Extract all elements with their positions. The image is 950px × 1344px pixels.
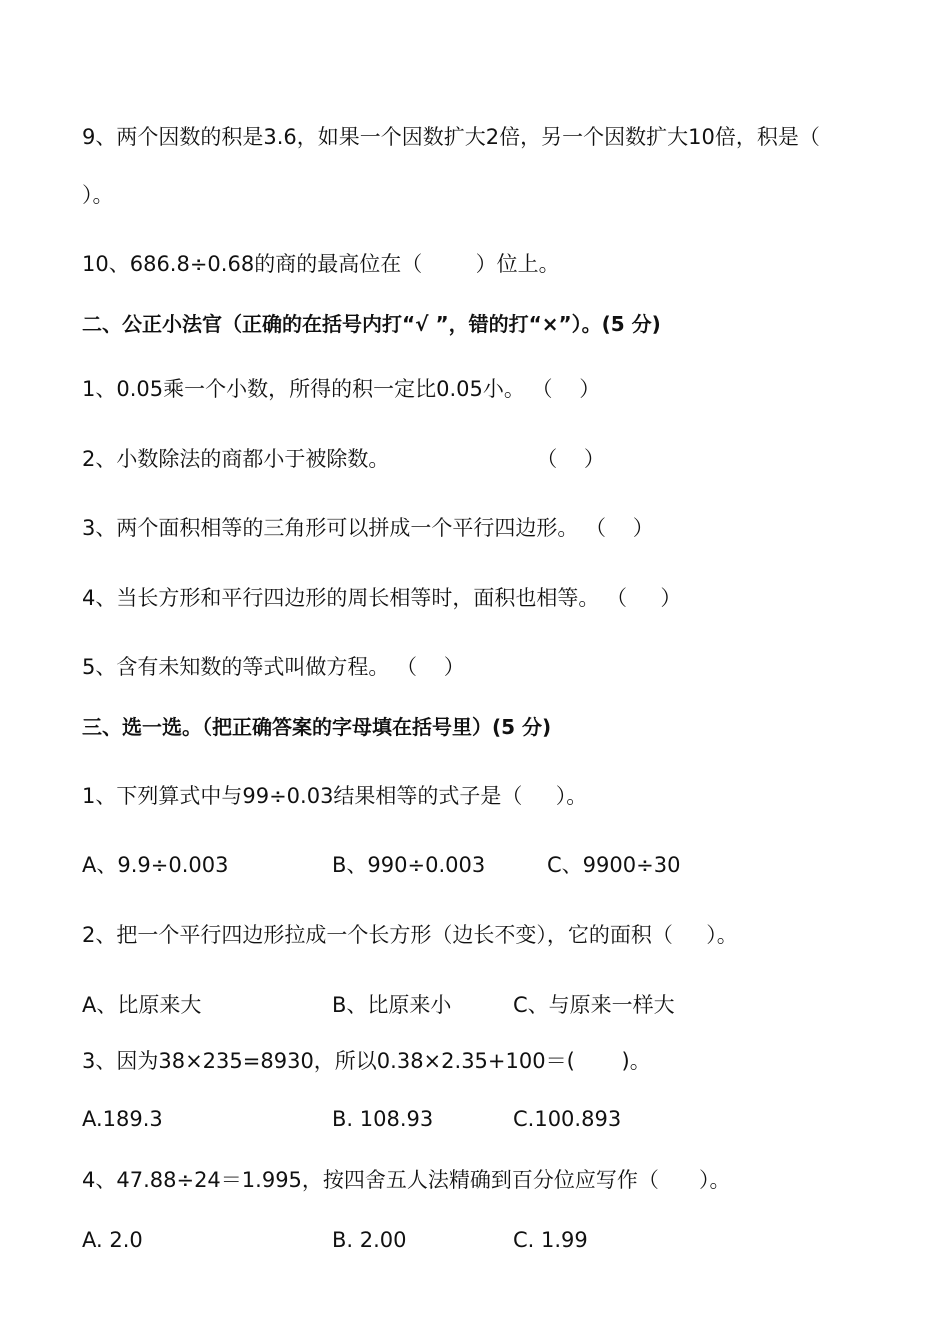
- choice-4-option-b: B. 2.00: [332, 1228, 407, 1252]
- section-3-heading: 三、选一选。（把正确答案的字母填在括号里）(5 分): [82, 715, 552, 739]
- choice-1-option-c: C、9900÷30: [547, 853, 681, 877]
- choice-question-1: 1、下列算式中与99÷0.03结果相等的式子是（ ）。: [82, 784, 588, 808]
- question-9-line-1: 9、两个因数的积是3.6，如果一个因数扩大2倍，另一个因数扩大10倍，积是（: [82, 125, 820, 149]
- choice-3-option-a: A.189.3: [82, 1107, 163, 1131]
- judge-item-5: 5、含有未知数的等式叫做方程。 （ ）: [82, 655, 465, 679]
- section-2-heading: 二、公正小法官（正确的在括号内打“√ ”，错的打“×”）。(5 分): [82, 312, 661, 336]
- judge-item-1: 1、0.05乘一个小数，所得的积一定比0.05小。 （ ）: [82, 377, 601, 401]
- judge-item-4: 4、当长方形和平行四边形的周长相等时，面积也相等。 （ ）: [82, 586, 682, 610]
- choice-3-option-b: B. 108.93: [332, 1107, 434, 1131]
- question-9-line-2: ）。: [82, 183, 114, 207]
- choice-question-4: 4、47.88÷24＝1.995，按四舍五人法精确到百分位应写作（ ）。: [82, 1168, 731, 1192]
- choice-3-option-c: C.100.893: [513, 1107, 622, 1131]
- choice-2-option-c: C、与原来一样大: [513, 993, 675, 1017]
- choice-question-2: 2、把一个平行四边形拉成一个长方形（边长不变），它的面积（ ）。: [82, 923, 738, 947]
- choice-1-option-a: A、9.9÷0.003: [82, 853, 229, 877]
- choice-2-option-b: B、比原来小: [332, 993, 452, 1017]
- choice-1-option-b: B、990÷0.003: [332, 853, 486, 877]
- judge-item-2: 2、小数除法的商都小于被除数。 （ ）: [82, 447, 605, 471]
- choice-2-option-a: A、比原来大: [82, 993, 202, 1017]
- choice-4-option-a: A. 2.0: [82, 1228, 143, 1252]
- choice-4-option-c: C. 1.99: [513, 1228, 588, 1252]
- question-10: 10、686.8÷0.68的商的最高位在（ ）位上。: [82, 252, 560, 276]
- choice-question-3: 3、因为38×235=8930，所以0.38×2.35+100＝( )。: [82, 1049, 651, 1073]
- judge-item-3: 3、两个面积相等的三角形可以拼成一个平行四边形。 （ ）: [82, 516, 654, 540]
